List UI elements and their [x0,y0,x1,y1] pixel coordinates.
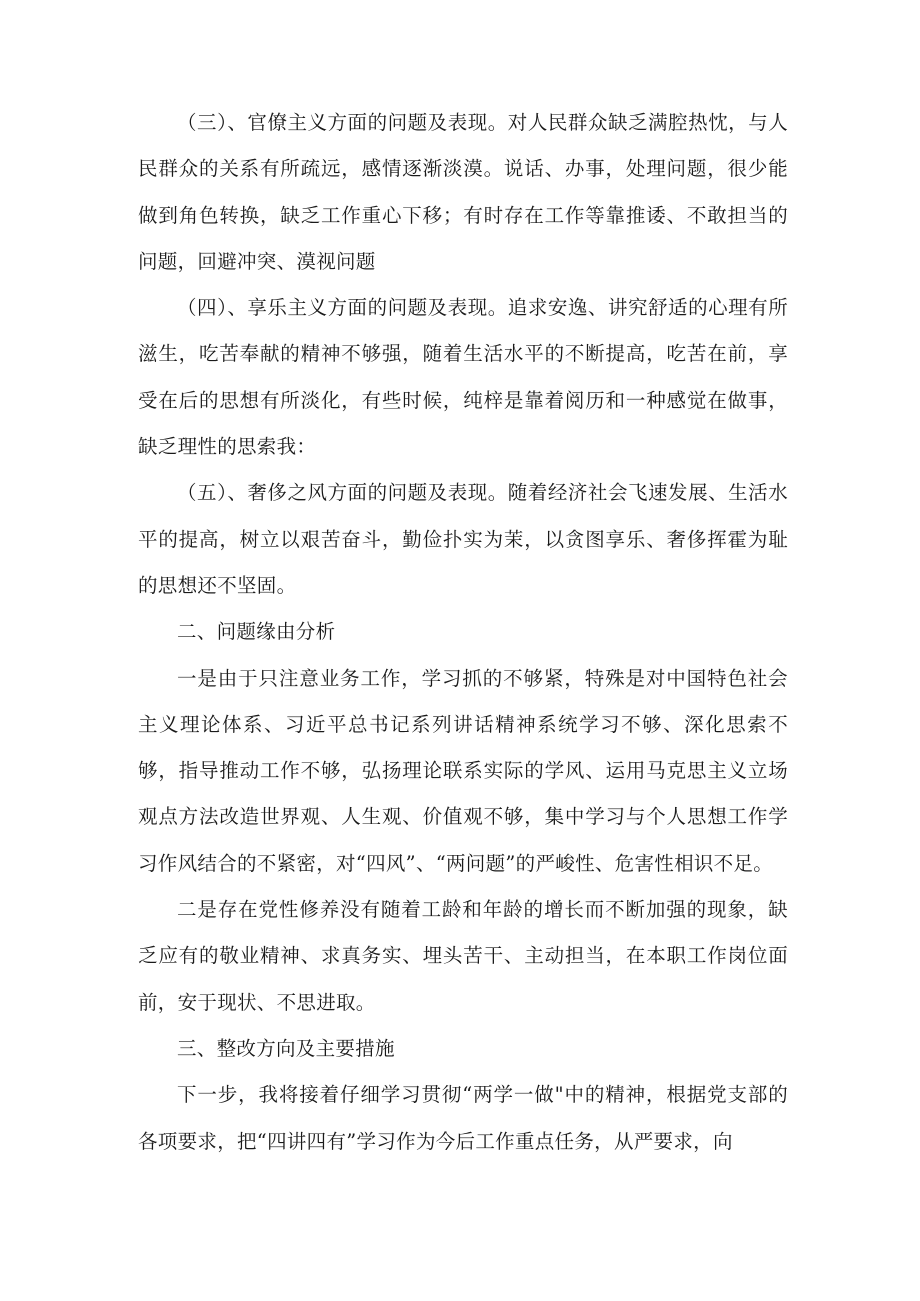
paragraph-extravagance: （五）、奢侈之风方面的问题及表现。随着经济社会飞速发展、生活水平的提高，树立以艰苦奋斗，勤俭扑实为茉，以贪图享乐、奢侈挥霍为耻的思想还不坚固。 [138,481,788,597]
paragraph-hedonism: （四）、享乐主义方面的问题及表现。追求安逸、讲究舒适的心理有所滋生，吃苦奉献的精神不够强，随着生活水平的不断提高，吃苦在前，享受在后的思想有所淡化，有些时候，纯梓是靠着阅历和一种感觉在做事，缺乏理性的思索我： [138,296,788,459]
section-heading-cause-analysis: 二、问题缘由分析 [177,620,336,644]
paragraph-cause-two: 二是存在党性修养没有随着工龄和年龄的增长而不断加强的现象，缺乏应有的敬业精神、求真务实、埋头苦干、主动担当，在本职工作岗位面前，安于现状、不思进取。 [138,898,788,1014]
paragraph-cause-one: 一是由于只注意业务工作，学习抓的不够紧，特殊是对中国特色社会主义理论体系、习近平总书记系列讲话精神系统学习不够、深化思索不够，指导推动工作不够，弘扬理论联系实际的学风、运用马克思主义立场观点方法改造世界观、人生观、价值观不够，集中学习与个人思想工作学习作风结合的不紧密，对“四风”、“两问题”的严峻性、危害性相识不足。 [138,666,788,875]
paragraph-next-steps: 下一步，我将接着仔细学习贯彻“两学一做"中的精神，根据党支部的各项要求，把“四讲四有”学习作为今后工作重点任务，从严要求，向 [138,1083,788,1153]
section-heading-rectification: 三、整改方向及主要措施 [177,1036,395,1060]
document-body [138,100,788,1165]
paragraph-bureaucratism: （三）、官僚主义方面的问题及表现。对人民群众缺乏满腔热忱，与人民群众的关系有所疏远，感情逐渐淡漠。说话、办事，处理问题，很少能做到角色转换，缺乏工作重心下移；有时存在工作等靠推诿、不敢担当的问题，回避冲突、漠视问题 [138,111,788,273]
